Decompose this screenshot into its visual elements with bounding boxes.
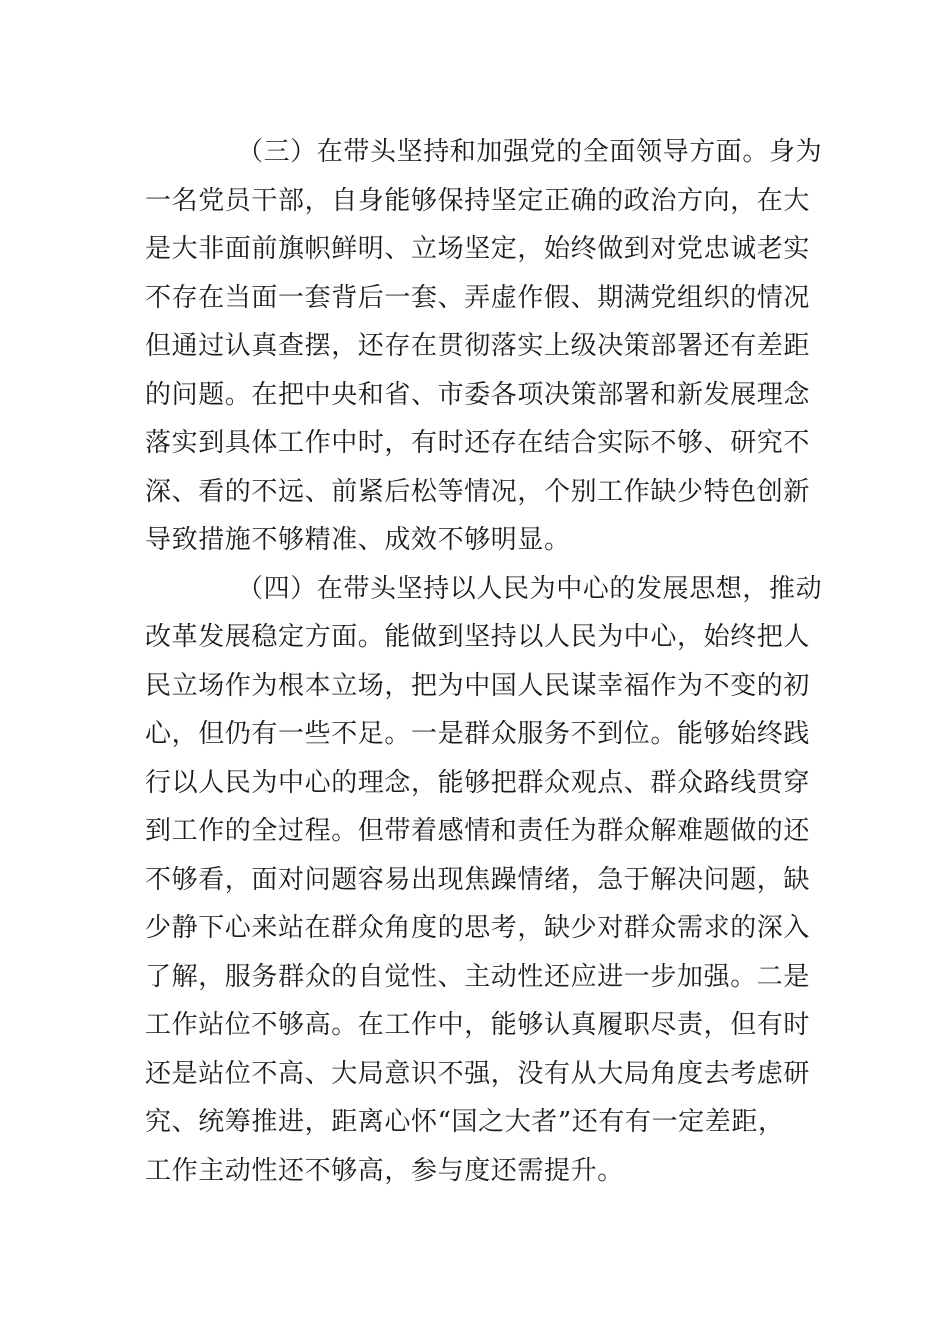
paragraph-line: （三）在带头坚持和加强党的全面领导方面。身为 bbox=[237, 137, 823, 167]
paragraph-line: 一名党员干部，自身能够保持坚定正确的政治方向，在大 bbox=[145, 185, 811, 216]
paragraph-line: 行以人民为中心的理念，能够把群众观点、群众路线贯穿 bbox=[145, 767, 811, 798]
paragraph-line: 到工作的全过程。但带着感情和责任为群众解难题做的还 bbox=[145, 816, 811, 846]
paragraph-line: 少静下心来站在群众角度的思考，缺少对群众需求的深入 bbox=[145, 913, 811, 943]
paragraph-line: 但通过认真查摆，还存在贯彻落实上级决策部署还有差距 bbox=[145, 331, 811, 361]
paragraph-line: 工作主动性还不够高，参与度还需提升。 bbox=[145, 1155, 624, 1186]
paragraph-line: 不够看，面对问题容易出现焦躁情绪，急于解决问题，缺 bbox=[145, 864, 811, 895]
paragraph-line: 的问题。在把中央和省、市委各项决策部署和新发展理念 bbox=[145, 379, 811, 410]
paragraph-line: 导致措施不够精准、成效不够明显。 bbox=[145, 525, 571, 555]
paragraph-line: 工作站位不够高。在工作中，能够认真履职尽责，但有时 bbox=[145, 1010, 811, 1040]
paragraph-line: 心，但仍有一些不足。一是群众服务不到位。能够始终践 bbox=[145, 719, 811, 749]
paragraph-line: 究、统筹推进，距离心怀“国之大者”还有有一定差距， bbox=[145, 1107, 785, 1137]
paragraph-line: 民立场作为根本立场，把为中国人民谋幸福作为不变的初 bbox=[145, 670, 811, 701]
document-body bbox=[145, 128, 823, 1195]
paragraph-line: 了解，服务群众的自觉性、主动性还应进一步加强。二是 bbox=[145, 961, 811, 992]
paragraph-line: 是大非面前旗帜鲜明、立场坚定，始终做到对党忠诚老实 bbox=[145, 234, 811, 264]
paragraph-line: 深、看的不远、前紧后松等情况，个别工作缺少特色创新 bbox=[145, 476, 811, 507]
paragraph-line: 落实到具体工作中时，有时还存在结合实际不够、研究不 bbox=[145, 428, 811, 458]
paragraph-section-3 bbox=[145, 128, 823, 565]
paragraph-line: （四）在带头坚持以人民为中心的发展思想，推动 bbox=[237, 573, 823, 604]
paragraph-line: 还是站位不高、大局意识不强，没有从大局角度去考虑研 bbox=[145, 1058, 811, 1089]
paragraph-section-4 bbox=[145, 565, 823, 1196]
paragraph-line: 改革发展稳定方面。能做到坚持以人民为中心，始终把人 bbox=[145, 622, 811, 652]
paragraph-line: 不存在当面一套背后一套、弄虚作假、期满党组织的情况 bbox=[145, 282, 811, 313]
